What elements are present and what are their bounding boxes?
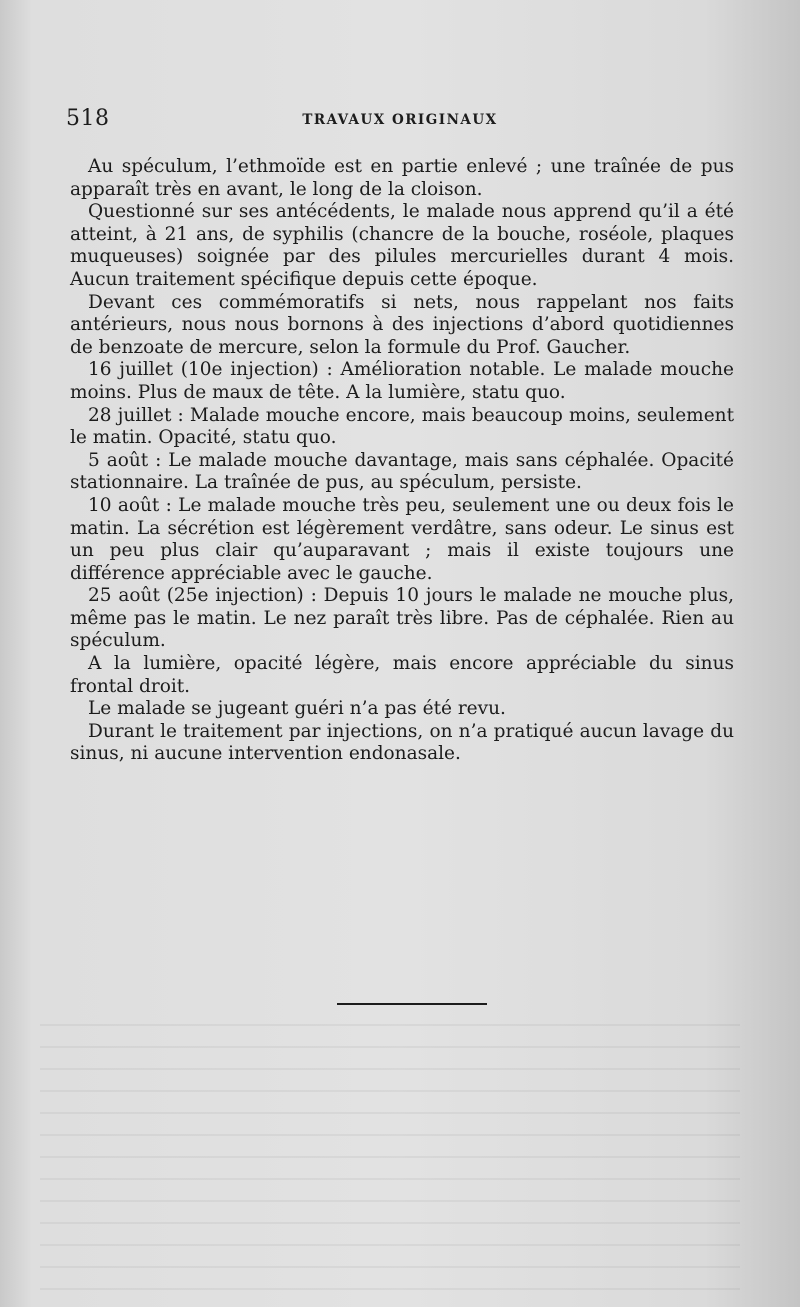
- page-header: [66, 106, 734, 136]
- paragraph: Au spéculum, l’ethmoïde est en partie enlevé ; une traînée de pus apparaît très en avant, le long de la cloison.: [70, 156, 734, 200]
- bleed-through-texture: [40, 1010, 740, 1290]
- running-title: TRAVAUX ORIGINAUX: [302, 112, 498, 128]
- paragraph: A la lumière, opacité légère, mais encore appréciable du sinus frontal droit.: [70, 653, 734, 697]
- paragraph: Durant le traitement par injections, on n’a pratiqué aucun lavage du sinus, ni aucune intervention endonasale.: [70, 720, 734, 765]
- section-end-rule: [337, 1003, 487, 1005]
- paragraph: Devant ces commémoratifs si nets, nous rappelant nos faits antérieurs, nous nous bornons à des injections d’abord quotidiennes de benzoate de mercure, selon la formule du Prof. Gaucher.: [70, 291, 734, 358]
- body-text: [70, 156, 734, 766]
- page-number: 518: [66, 106, 110, 131]
- paragraph: Questionné sur ses antécédents, le malade nous apprend qu’il a été atteint, à 21 ans, de syphilis (chancre de la bouche, roséole, plaques muqueuses) soignée par des pilules mercurielles durant 4 mois. Aucun traitement spécifique depuis cette époque.: [70, 201, 734, 290]
- paragraph: 25 août (25e injection) : Depuis 10 jours le malade ne mouche plus, même pas le matin. Le nez paraît très libre. Pas de céphalée. Rien au spéculum.: [70, 585, 734, 652]
- paragraph: 10 août : Le malade mouche très peu, seulement une ou deux fois le matin. La sécrétion est légèrement verdâtre, sans odeur. Le sinus est un peu plus clair qu’auparavant ; mais il existe toujours une différence appréciable avec le gauche.: [70, 494, 734, 584]
- paragraph: Le malade se jugeant guéri n’a pas été revu.: [88, 698, 506, 720]
- paragraph: 28 juillet : Malade mouche encore, mais beaucoup moins, seulement le matin. Opacité, statu quo.: [70, 404, 734, 449]
- paragraph: 16 juillet (10e injection) : Amélioration notable. Le malade mouche moins. Plus de maux de tête. A la lumière, statu quo.: [70, 359, 734, 403]
- paragraph: 5 août : Le malade mouche davantage, mais sans céphalée. Opacité stationnaire. La traînée de pus, au spéculum, persiste.: [70, 449, 734, 494]
